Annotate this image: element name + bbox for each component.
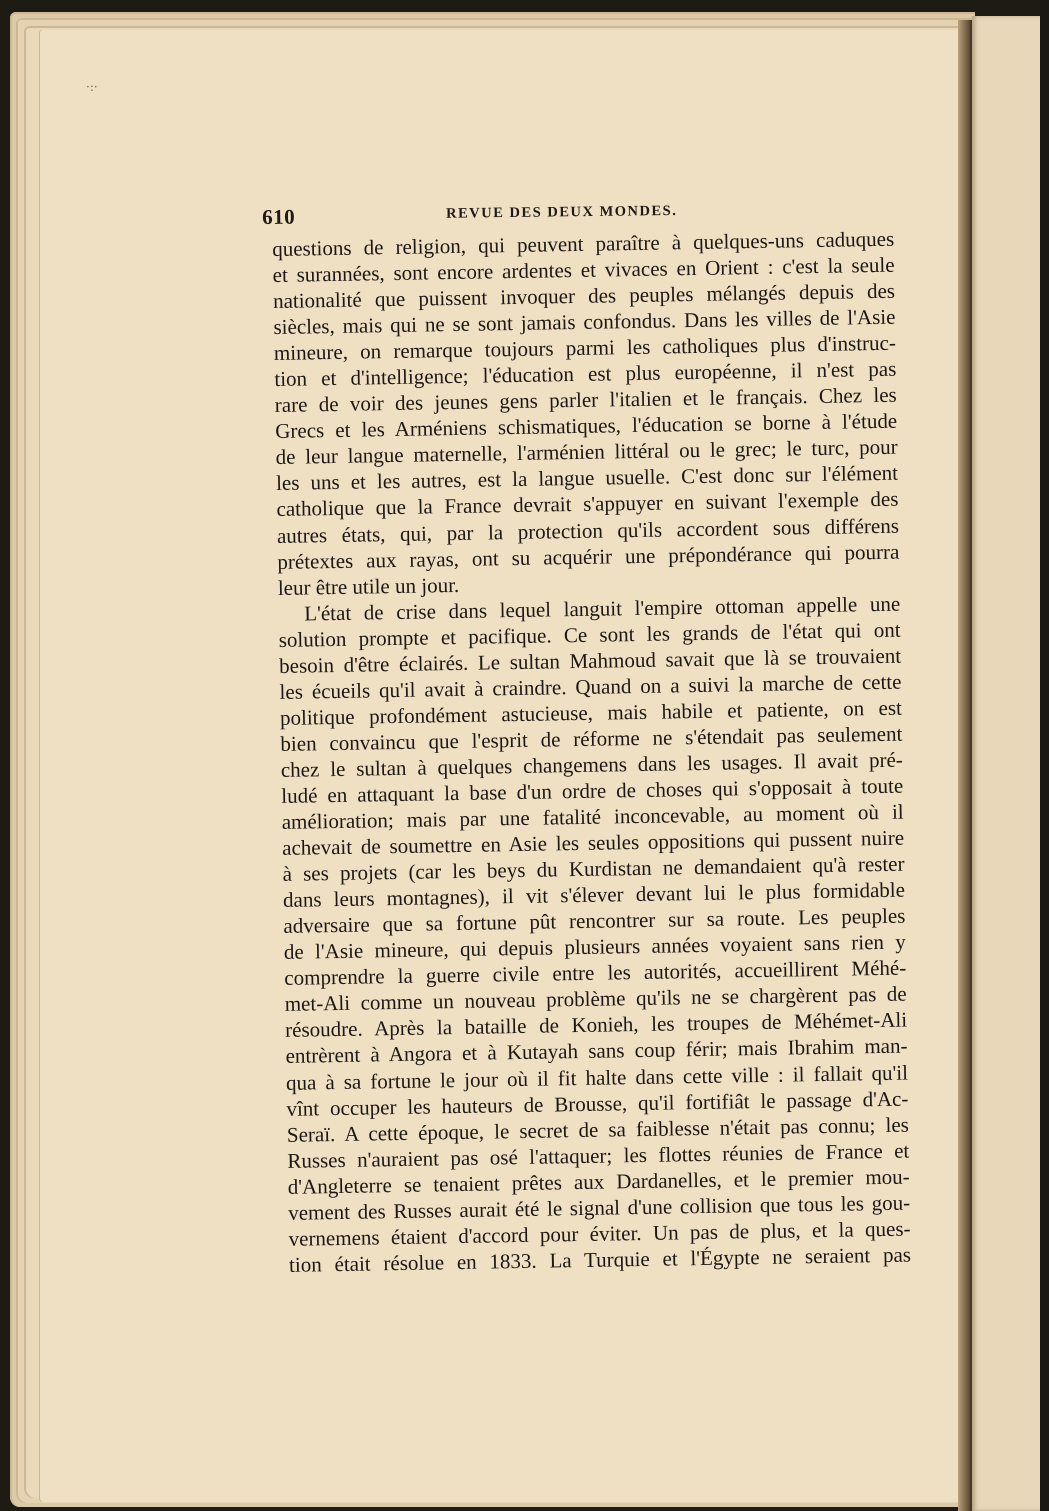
text-line: nationalité que puissent invoquer des peuples mélangés depuis des (272, 278, 896, 314)
body-text (272, 226, 911, 1278)
text-line: Seraï. A cette époque, le secret de sa faiblesse n'était pas connu; les (286, 1112, 910, 1147)
text-line: tion était résolue en 1833. La Turquie et l'Égypte ne seraient pas (288, 1242, 912, 1277)
text-line: catholique que la France devrait s'appuyer en suivant l'exemple des (276, 487, 899, 522)
text-line: autres états, qui, par la protection qu'ils accordent sous différens (276, 513, 900, 548)
text-line: leur être utile un jour. (277, 572, 460, 600)
text-line: les écueils qu'il avait à craindre. Quand on a suivi la marche de cette (279, 669, 902, 704)
text-line: dans leurs montagnes), il vit s'élever devant lui le plus formidable (282, 877, 906, 913)
text-line: chez le sultan à quelques changemens dans les usages. Il avait pré- (280, 747, 903, 782)
text-line: amélioration; mais par une fatalité inconcevable, au moment où il (281, 799, 904, 834)
text-line: vînt occuper les hauteurs de Brousse, qu'il fortifiât le passage d'Ac- (286, 1086, 909, 1121)
text-line: comprendre la guerre civile entre les autorités, accueillirent Méhé- (284, 955, 907, 991)
text-line: vernemens étaient d'accord pour éviter. Un pas de plus, et la ques- (288, 1216, 911, 1251)
text-line: qua à sa fortune le jour où il fit halte dans cette ville : il fallait qu'il (285, 1060, 909, 1095)
text-line: met-Ali comme un nouveau problème qu'ils ne se chargèrent pas de (284, 981, 907, 1017)
scan-border (1040, 0, 1049, 1511)
text-line: adversaire que sa fortune pût rencontrer sur sa route. Les peuples (283, 903, 906, 939)
text-line: Russes n'auraient pas osé l'attaquer; les flottes réunies de France et (287, 1138, 910, 1173)
text-line: questions de religion, qui peuvent paraître à quelques-uns caduques (272, 226, 895, 261)
text-line: bien convaincu que l'esprit de réforme ne s'étendait pas seulement (280, 721, 903, 756)
text-line: Grecs et les Arméniens schismatiques, l'éducation se borne à l'étude (275, 408, 898, 444)
text-line: prétextes aux rayas, ont su acquérir une prépondérance qui pourra (277, 539, 900, 574)
text-line: achevait de soumettre en Asie les seules oppositions qui pussent nuire (281, 825, 905, 860)
page-number: 610 (262, 204, 296, 229)
text-line: mineure, on remarque toujours parmi les catholiques plus d'instruc- (273, 330, 897, 366)
text-line: à ses projets (car les beys du Kurdistan ne demandaient qu'à rester (282, 851, 905, 887)
paragraph (278, 590, 911, 1277)
text-line: tion et d'intelligence; l'éducation est plus européenne, il n'est pas (274, 356, 897, 392)
text-line: entrèrent à Angora et à Kutayah sans coup férir; mais Ibrahim man- (285, 1034, 908, 1069)
text-line: les uns et les autres, est la langue usuelle. C'est donc sur l'élément (275, 461, 899, 496)
text-line: de leur langue maternelle, l'arménien littéral ou le grec; le turc, pour (275, 435, 898, 470)
text-line: L'état de crise dans lequel languit l'empire ottoman appelle une (304, 591, 901, 626)
margin-mark: ·:· (86, 80, 98, 94)
text-line: ludé en attaquant la base d'un ordre de choses qui s'opposait à toute (281, 773, 904, 808)
paragraph (272, 226, 900, 601)
facing-page-edge (972, 16, 1049, 1511)
text-line: rare de voir des jeunes gens parler l'italien et le français. Chez les (274, 382, 897, 418)
text-line: siècles, mais qui ne se sont jamais confondus. Dans les villes de l'Asie (273, 304, 896, 340)
text-line: vement des Russes aurait été le signal d'une collision que tous les gou- (287, 1190, 911, 1225)
text-line: solution prompte et pacifique. Ce sont les grands de l'état qui ont (278, 617, 901, 652)
text-line: besoin d'être éclairés. Le sultan Mahmoud savait que là se trouvaient (278, 643, 902, 678)
text-line: de l'Asie mineure, qui depuis plusieurs années voyaient sans rien y (283, 929, 906, 965)
running-title: REVUE DES DEUX MONDES. (446, 202, 678, 222)
book-gutter (958, 20, 972, 1511)
text-line: et surannées, sont encore ardentes et vivaces en Orient : c'est la seule (272, 252, 895, 288)
text-line: politique profondément astucieuse, mais habile et patiente, on est (279, 695, 903, 730)
text-line: résoudre. Après la bataille de Konieh, les troupes de Méhémet-Ali (284, 1007, 908, 1043)
text-line: d'Angleterre se tenaient prêtes aux Dardanelles, et le premier mou- (287, 1164, 910, 1199)
